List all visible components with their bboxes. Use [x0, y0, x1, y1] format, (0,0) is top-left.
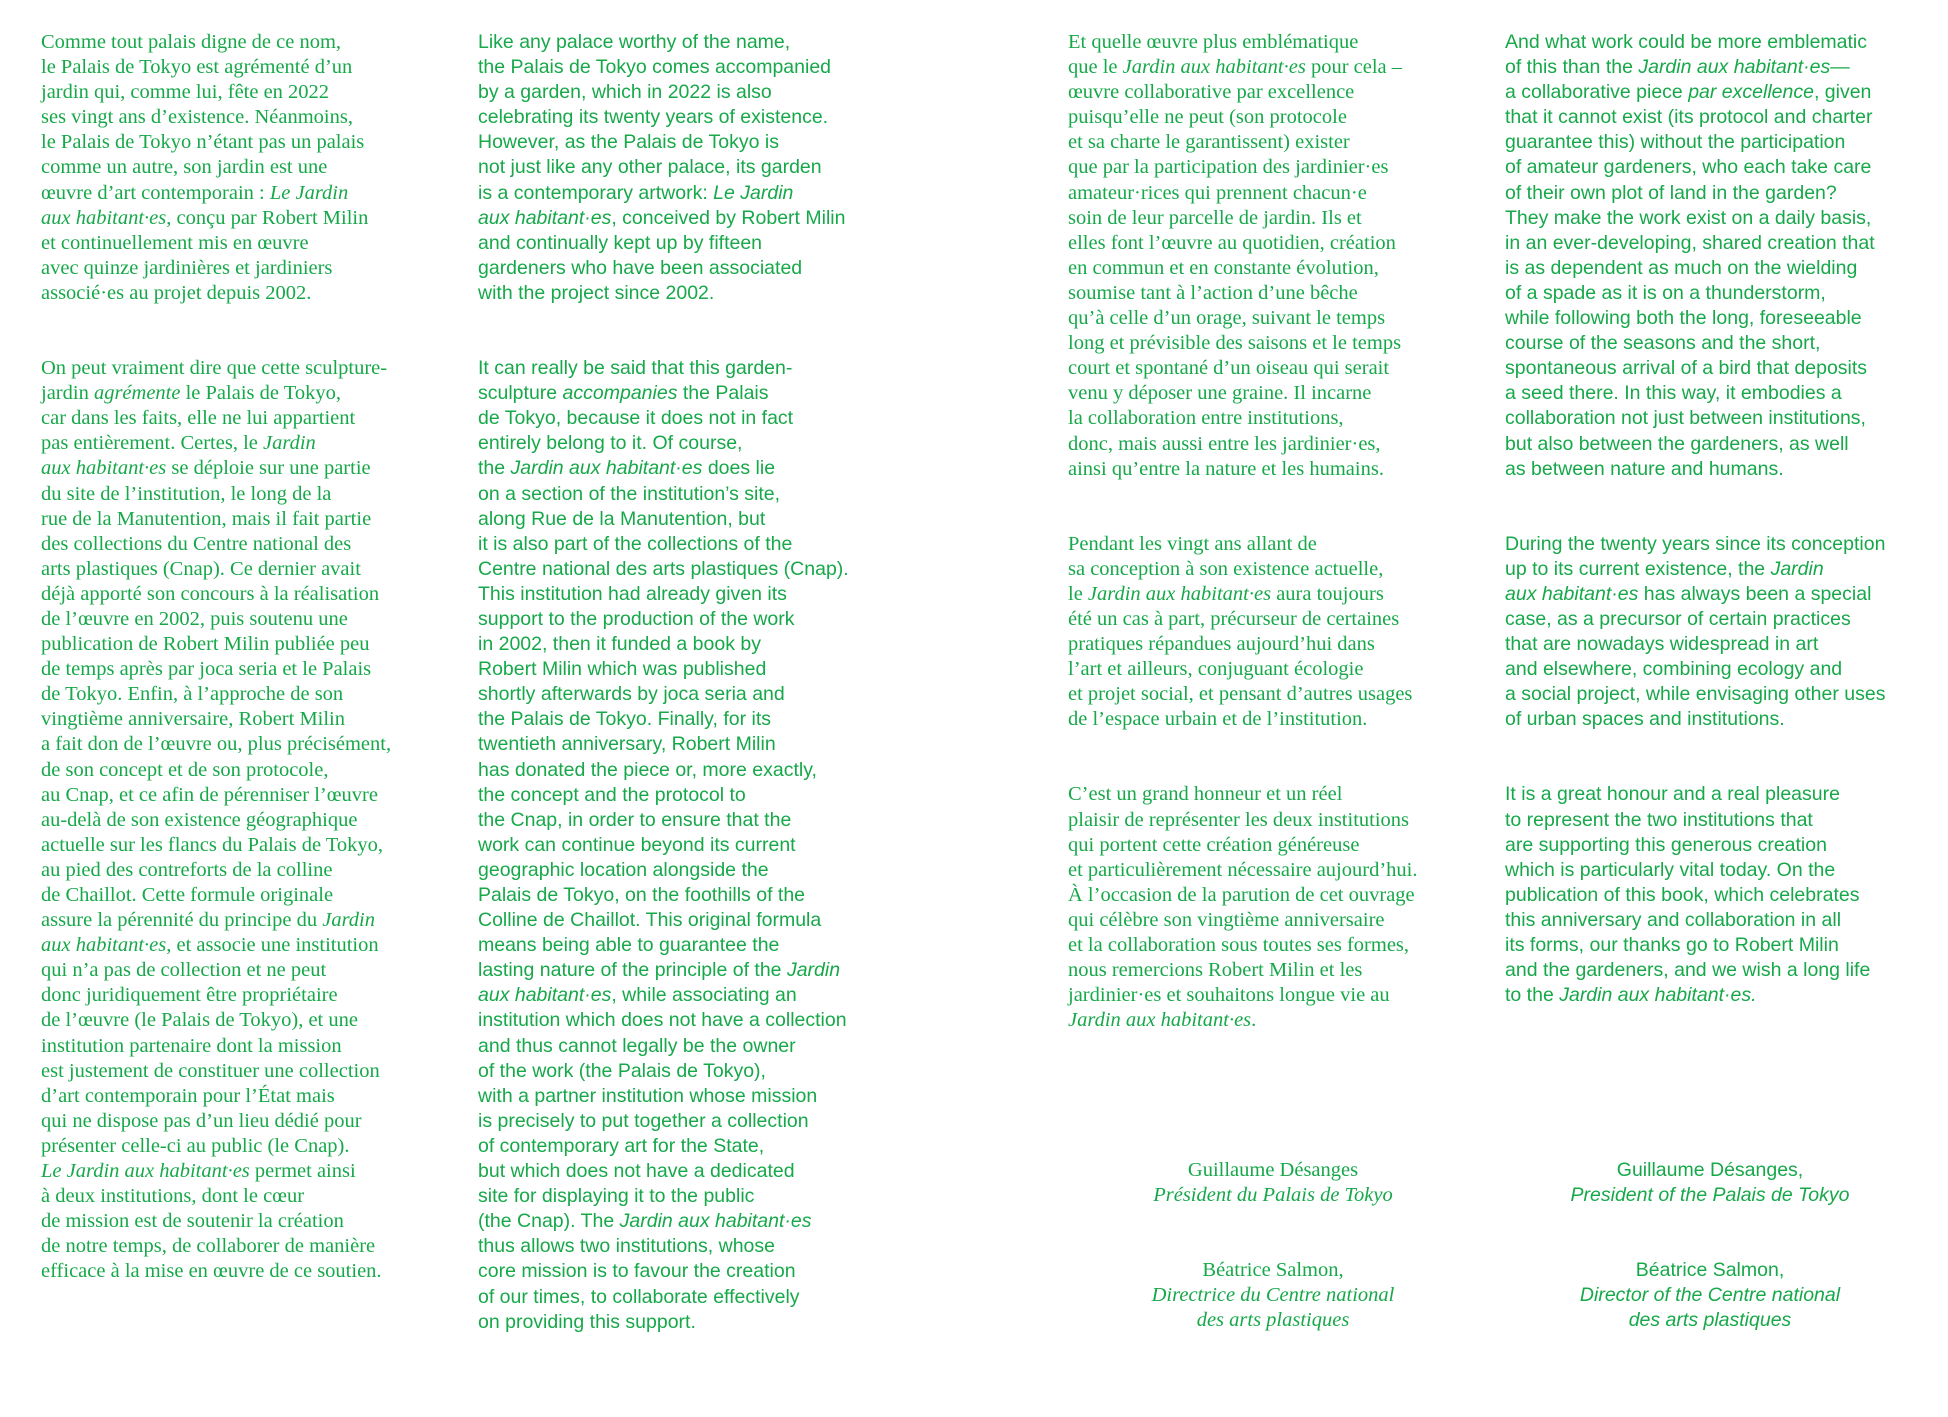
text-line: It can really be said that this garden-: [478, 357, 793, 380]
text-line: This institution had already given its: [478, 582, 787, 605]
text-line: publication of this book, which celebrates: [1505, 883, 1860, 906]
text-line: with the project since 2002.: [478, 281, 715, 304]
text-line: associé·es au projet depuis 2002.: [41, 281, 312, 304]
text-line: thus allows two institutions, whose: [478, 1235, 775, 1258]
text-line: while following both the long, foreseeable: [1505, 307, 1862, 330]
text-line: has donated the piece or, more exactly,: [478, 758, 817, 781]
column-french-left: [41, 30, 461, 1335]
text-line: actuelle sur les flancs du Palais de Tokyo,: [41, 833, 384, 856]
text-line: est justement de constituer une collection: [41, 1059, 380, 1082]
text-line: au pied des contreforts de la colline: [41, 858, 333, 881]
text-line: pratiques répandues aujourd’hui dans: [1068, 633, 1375, 656]
text-line: up to its current existence, the Jardin: [1505, 557, 1824, 580]
text-line: Colline de Chaillot. This original formula: [478, 909, 822, 932]
text-line: efficace à la mise en œuvre de ce soutien.: [41, 1260, 382, 1283]
text-line: plaisir de représenter les deux institutions: [1068, 808, 1410, 831]
text-line: du site de l’institution, le long de la: [41, 482, 332, 505]
paragraph: [1068, 782, 1488, 1033]
signature-title: President of the Palais de Tokyo: [1570, 1184, 1850, 1207]
text-line: spontaneous arrival of a bird that deposits: [1505, 357, 1868, 380]
text-line: ses vingt ans d’existence. Néanmoins,: [41, 106, 353, 129]
text-line: et projet social, et pensant d’autres usages: [1068, 683, 1413, 706]
text-line: de l’espace urbain et de l’institution.: [1068, 708, 1368, 731]
text-line: en commun et en constante évolution,: [1068, 256, 1379, 279]
text-line: l’art et ailleurs, conjuguant écologie: [1068, 658, 1364, 681]
text-line: au-delà de son existence géographique: [41, 808, 358, 831]
text-line: in an ever-developing, shared creation that: [1505, 231, 1875, 254]
text-line: to represent the two institutions that: [1505, 808, 1813, 831]
signature-name: Béatrice Salmon,: [1635, 1259, 1785, 1282]
text-line: jardinier·es et souhaitons longue vie au: [1068, 984, 1390, 1007]
text-line: sa conception à son existence actuelle,: [1068, 557, 1384, 580]
text-line: a social project, while envisaging other uses: [1505, 683, 1886, 706]
text-line: the Cnap, in order to ensure that the: [478, 808, 792, 831]
text-line: œuvre d’art contemporain : Le Jardin: [41, 181, 349, 204]
text-line: its forms, our thanks go to Robert Milin: [1505, 934, 1839, 956]
signature-title: des arts plastiques: [1628, 1309, 1792, 1332]
text-line: However, as the Palais de Tokyo is: [478, 131, 779, 154]
text-line: It is a great honour and a real pleasure: [1505, 783, 1840, 806]
text-line: of this than the Jardin aux habitant·es—: [1505, 56, 1850, 79]
text-line: is as dependent as much on the wielding: [1505, 256, 1858, 279]
text-line: aux habitant·es, while associating an: [478, 984, 797, 1007]
text-line: de Tokyo. Enfin, à l’approche de son: [41, 683, 344, 706]
text-line: celebrating its twenty years of existence.: [478, 106, 829, 129]
text-line: of their own plot of land in the garden?: [1505, 181, 1837, 204]
text-line: et continuellement mis en œuvre: [41, 231, 309, 254]
text-line: elles font l’œuvre au quotidien, création: [1068, 231, 1396, 254]
text-line: On peut vraiment dire que cette sculpture-: [41, 357, 388, 380]
text-line: de l’œuvre en 2002, puis soutenu une: [41, 607, 348, 630]
text-line: the Palais de Tokyo. Finally, for its: [478, 708, 771, 731]
text-line: qui ne dispose pas d’un lieu dédié pour: [41, 1109, 362, 1132]
text-line: au Cnap, et ce afin de pérenniser l’œuvre: [41, 783, 378, 806]
signature-title: des arts plastiques: [1196, 1309, 1350, 1332]
paragraph: [1505, 782, 1935, 1008]
text-line: Robert Milin which was published: [478, 658, 767, 681]
text-line: Le Jardin aux habitant·es permet ainsi: [41, 1160, 356, 1183]
signature-name: Guillaume Désanges,: [1616, 1159, 1804, 1181]
text-line: the Palais de Tokyo comes accompanied: [478, 56, 832, 79]
text-line: lasting nature of the principle of the Jardin: [478, 959, 841, 982]
text-line: À l’occasion de la parution de cet ouvrage: [1068, 883, 1415, 906]
text-line: avec quinze jardinières et jardiniers: [41, 256, 333, 279]
text-line: vingtième anniversaire, Robert Milin: [41, 708, 346, 731]
text-line: of urban spaces and institutions.: [1505, 708, 1785, 731]
text-line: the Jardin aux habitant·es does lie: [478, 457, 776, 480]
text-line: de temps après par joca seria et le Palais: [41, 658, 372, 681]
text-line: shortly afterwards by joca seria and: [478, 683, 785, 706]
text-line: gardeners who have been associated: [478, 256, 803, 279]
text-line: qui portent cette création généreuse: [1068, 833, 1360, 856]
text-line: of the work (the Palais de Tokyo),: [478, 1059, 766, 1082]
text-line: été un cas à part, précurseur de certaines: [1068, 607, 1400, 630]
text-line: qu’à celle d’un orage, suivant le temps: [1068, 307, 1386, 330]
text-line: publication de Robert Milin publiée peu: [41, 633, 370, 656]
text-line: and elsewhere, combining ecology and: [1505, 658, 1843, 681]
text-line: le Palais de Tokyo n’étant pas un palais: [41, 131, 365, 154]
text-line: Pendant les vingt ans allant de: [1068, 532, 1317, 555]
text-line: la collaboration entre institutions,: [1068, 407, 1344, 430]
text-line: but also between the gardeners, as well: [1505, 432, 1849, 455]
text-line: guarantee this) without the participation: [1505, 131, 1846, 154]
text-line: of amateur gardeners, who each take care: [1505, 156, 1872, 179]
text-line: œuvre collaborative par excellence: [1068, 81, 1355, 104]
text-line: Comme tout palais digne de ce nom,: [41, 31, 342, 53]
text-line: along Rue de la Manutention, but: [478, 507, 766, 530]
text-line: de l’œuvre (le Palais de Tokyo), et une: [41, 1009, 358, 1032]
text-line: jardin agrémente le Palais de Tokyo,: [41, 382, 341, 405]
text-line: with a partner institution whose mission: [478, 1084, 818, 1107]
signature-title: Directrice du Centre national: [1151, 1284, 1395, 1307]
text-line: not just like any other palace, its garden: [478, 156, 822, 179]
text-line: a fait don de l’œuvre ou, plus précisément,: [41, 733, 392, 756]
text-line: in 2002, then it funded a book by: [478, 633, 761, 656]
signature-title: Président du Palais de Tokyo: [1153, 1184, 1393, 1207]
text-line: and the gardeners, and we wish a long life: [1505, 959, 1871, 982]
text-line: that are nowadays widespread in art: [1505, 633, 1819, 656]
text-line: collaboration not just between institutions,: [1505, 407, 1866, 430]
paragraph: [41, 356, 461, 1284]
column-french-right: [1068, 30, 1488, 1083]
text-line: Jardin aux habitant·es.: [1068, 1009, 1257, 1032]
text-line: core mission is to favour the creation: [478, 1260, 796, 1283]
text-line: aux habitant·es, conçu par Robert Milin: [41, 206, 369, 229]
text-line: that it cannot exist (its protocol and charter: [1505, 106, 1873, 129]
text-line: are supporting this generous creation: [1505, 833, 1827, 856]
signatures-french: [1068, 1158, 1478, 1333]
text-line: geographic location alongside the: [478, 858, 769, 881]
text-line: le Jardin aux habitant·es aura toujours: [1068, 582, 1384, 605]
signatures-english: [1505, 1158, 1915, 1333]
text-line: by a garden, which in 2022 is also: [478, 81, 772, 104]
text-line: aux habitant·es se déploie sur une partie: [41, 457, 371, 480]
text-line: of a spade as it is on a thunderstorm,: [1505, 281, 1826, 304]
text-line: et la collaboration sous toutes ses formes,: [1068, 934, 1410, 956]
text-line: qui n’a pas de collection et ne peut: [41, 959, 327, 982]
text-line: de Chaillot. Cette formule originale: [41, 884, 334, 906]
text-line: de notre temps, de collaborer de manière: [41, 1235, 376, 1258]
text-line: nous remercions Robert Milin et les: [1068, 959, 1363, 982]
text-line: institution which does not have a collection: [478, 1009, 847, 1032]
text-line: à deux institutions, dont le cœur: [41, 1185, 305, 1208]
text-line: of our times, to collaborate effectively: [478, 1285, 800, 1308]
signature-name: Béatrice Salmon,: [1202, 1259, 1344, 1282]
text-line: donc, mais aussi entre les jardinier·es,: [1068, 432, 1381, 455]
text-line: on providing this support.: [478, 1310, 696, 1333]
text-line: que par la participation des jardinier·es: [1068, 156, 1389, 179]
text-line: as between nature and humans.: [1505, 457, 1784, 480]
text-line: de Tokyo, because it does not in fact: [478, 407, 794, 430]
signature-title: Director of the Centre national: [1579, 1284, 1841, 1307]
paragraph: [1505, 532, 1935, 733]
text-line: aux habitant·es, et associe une institution: [41, 934, 379, 957]
text-line: to the Jardin aux habitant·es.: [1505, 984, 1757, 1007]
text-line: car dans les faits, elle ne lui appartient: [41, 407, 356, 430]
text-line: this anniversary and collaboration in all: [1505, 908, 1842, 931]
text-line: site for displaying it to the public: [478, 1185, 755, 1208]
text-line: but which does not have a dedicated: [478, 1160, 795, 1183]
text-line: During the twenty years since its conception: [1505, 532, 1886, 555]
text-line: long et prévisible des saisons et le temps: [1068, 332, 1402, 355]
text-line: and thus cannot legally be the owner: [478, 1034, 796, 1057]
text-line: d’art contemporain pour l’État mais: [41, 1084, 335, 1107]
column-english-right: [1505, 30, 1935, 1058]
text-line: and continually kept up by fifteen: [478, 231, 763, 254]
text-line: work can continue beyond its current: [478, 833, 796, 856]
text-line: support to the production of the work: [478, 607, 795, 630]
paragraph: [41, 30, 461, 306]
text-line: arts plastiques (Cnap). Ce dernier avait: [41, 557, 361, 580]
text-line: court et spontané d’un oiseau qui serait: [1068, 357, 1390, 380]
text-line: soumise tant à l’action d’une bêche: [1068, 281, 1358, 304]
text-line: amateur·rices qui prennent chacun·e: [1068, 181, 1367, 204]
text-line: jardin qui, comme lui, fête en 2022: [41, 81, 330, 104]
paragraph: [478, 356, 908, 1335]
text-line: Palais de Tokyo, on the foothills of the: [478, 884, 806, 906]
text-line: déjà apporté son concours à la réalisation: [41, 582, 380, 605]
text-line: comme un autre, son jardin est une: [41, 156, 328, 179]
column-english-left: [478, 30, 908, 1385]
text-line: qui célèbre son vingtième anniversaire: [1068, 908, 1385, 931]
text-line: is a contemporary artwork: Le Jardin: [478, 181, 794, 204]
paragraph: [478, 30, 908, 306]
paragraph: [1505, 30, 1935, 482]
text-line: pas entièrement. Certes, le Jardin: [41, 432, 316, 455]
signature-name: Guillaume Désanges: [1187, 1159, 1359, 1181]
text-line: Et quelle œuvre plus emblématique: [1068, 31, 1359, 53]
text-line: assure la pérennité du principe du Jardin: [41, 909, 375, 932]
text-line: présenter celle-ci au public (le Cnap).: [41, 1134, 350, 1157]
text-line: which is particularly vital today. On the: [1505, 858, 1836, 881]
text-line: de mission est de soutenir la création: [41, 1210, 344, 1233]
text-line: twentieth anniversary, Robert Milin: [478, 733, 776, 756]
text-line: entirely belong to it. Of course,: [478, 432, 743, 455]
text-line: ainsi qu’entre la nature et les humains.: [1068, 457, 1384, 480]
text-line: the concept and the protocol to: [478, 783, 746, 806]
text-line: soin de leur parcelle de jardin. Ils et: [1068, 206, 1362, 229]
text-line: venu y déposer une graine. Il incarne: [1068, 382, 1372, 405]
text-line: means being able to guarantee the: [478, 934, 780, 957]
text-line: a collaborative piece par excellence, given: [1505, 81, 1872, 104]
text-line: it is also part of the collections of the: [478, 532, 793, 555]
text-line: et particulièrement nécessaire aujourd’hui.: [1068, 858, 1418, 881]
text-line: aux habitant·es, conceived by Robert Milin: [478, 206, 846, 229]
text-line: Centre national des arts plastiques (Cnap).: [478, 557, 849, 580]
text-line: donc juridiquement être propriétaire: [41, 984, 338, 1007]
text-line: course of the seasons and the short,: [1505, 332, 1821, 355]
text-line: le Palais de Tokyo est agrémenté d’un: [41, 56, 353, 79]
text-line: puisqu’elle ne peut (son protocole: [1068, 106, 1347, 129]
paragraph: [1068, 30, 1488, 482]
text-line: et sa charte le garantissent) exister: [1068, 131, 1350, 154]
paragraph: [1068, 532, 1488, 733]
text-line: on a section of the institution’s site,: [478, 482, 781, 505]
text-line: institution partenaire dont la mission: [41, 1034, 342, 1057]
text-line: C’est un grand honneur et un réel: [1068, 783, 1343, 806]
text-line: a seed there. In this way, it embodies a: [1505, 382, 1842, 405]
text-line: of contemporary art for the State,: [478, 1134, 765, 1157]
text-line: Like any palace worthy of the name,: [478, 31, 791, 53]
text-line: sculpture accompanies the Palais: [478, 382, 769, 405]
text-line: And what work could be more emblematic: [1505, 31, 1867, 53]
text-line: rue de la Manutention, mais il fait partie: [41, 507, 372, 530]
text-line: de son concept et de son protocole,: [41, 758, 329, 781]
text-line: des collections du Centre national des: [41, 532, 352, 555]
text-line: case, as a precursor of certain practices: [1505, 607, 1851, 630]
text-line: que le Jardin aux habitant·es pour cela –: [1068, 56, 1403, 79]
text-line: aux habitant·es has always been a special: [1505, 582, 1872, 605]
text-line: is precisely to put together a collection: [478, 1109, 809, 1132]
text-line: They make the work exist on a daily basis,: [1505, 206, 1872, 229]
text-line: (the Cnap). The Jardin aux habitant·es: [478, 1210, 812, 1233]
